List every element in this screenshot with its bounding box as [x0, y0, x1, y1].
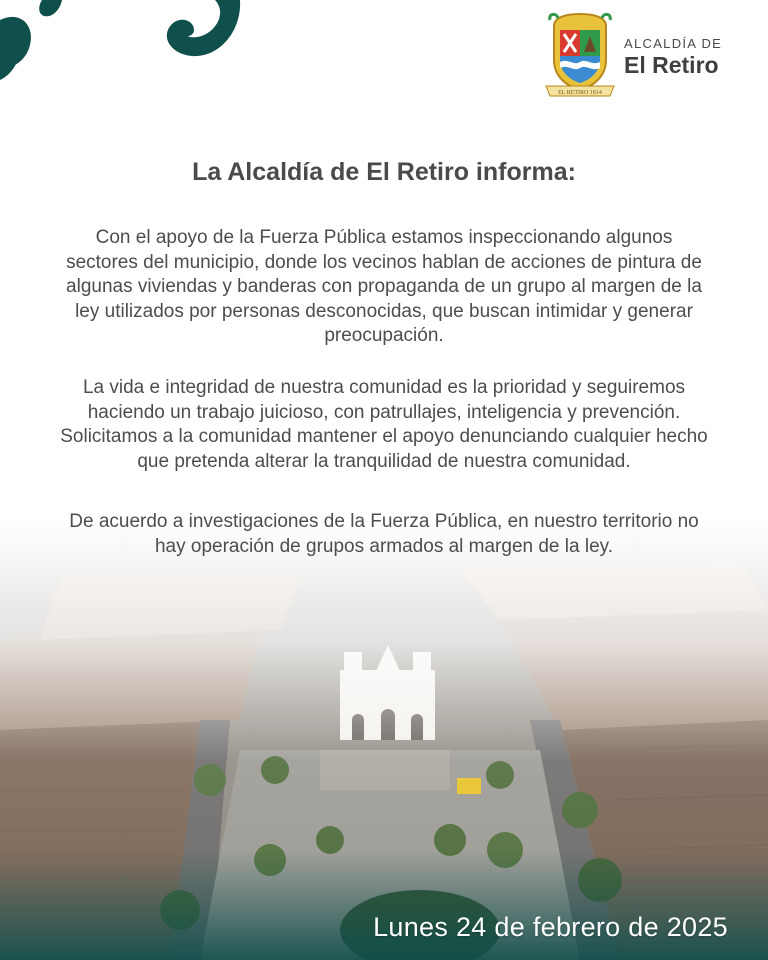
decorative-swirl-icon — [0, 0, 260, 100]
announcement-paragraph-1: Con el apoyo de la Fuerza Pública estamos inspeccionando algunos sectores del municipio, donde los vecinos hablan de acciones de pintura de algunas viviendas y banderas con propaganda de un grupo al margen de la ley utilizados por personas desconocidas, que buscan intimidar y generar preocupación. — [66, 227, 702, 346]
announcement-paragraph-2: La vida e integridad de nuestra comunidad es la prioridad y seguiremos haciendo un trabajo juicioso, con patrullajes, inteligencia y prevención. Solicitamos a la comunidad mantener el apoyo denunciando cualquier hecho que pretenda alterar la tranquilidad de nuestra comunidad. — [60, 377, 708, 472]
brand-top-line: ALCALDÍA DE — [624, 36, 723, 51]
brand-wordmark — [624, 36, 754, 78]
logo-ribbon-text: EL RETIRO 1814 — [558, 90, 602, 96]
aerial-town-image — [0, 520, 768, 960]
announcement-heading: La Alcaldía de El Retiro informa: — [192, 158, 576, 186]
announcement-date: Lunes 24 de febrero de 2025 — [373, 912, 728, 942]
coat-of-arms-logo — [544, 12, 616, 98]
brand-main-line: El Retiro — [624, 52, 719, 78]
announcement-paragraph-3: De acuerdo a investigaciones de la Fuerza Pública, en nuestro territorio no hay operación de grupos armados al margen de la ley. — [69, 511, 699, 557]
